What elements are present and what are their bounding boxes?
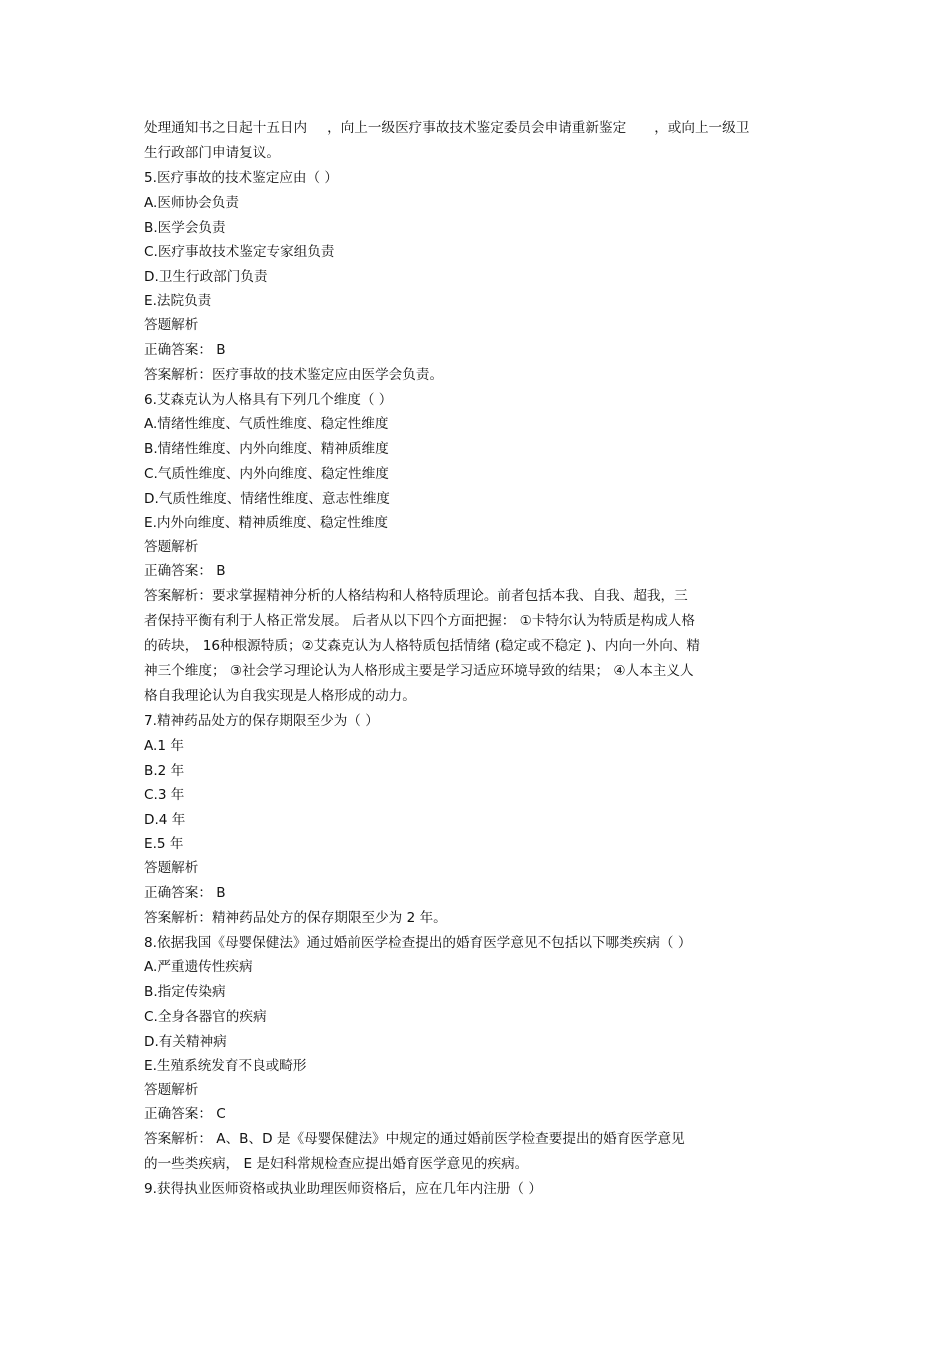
question-title: 6.艾森克认为人格具有下列几个维度（ ） — [144, 391, 393, 408]
option-item: B.医学会负责 — [144, 219, 226, 236]
answer-explanation: 格自我理论认为自我实现是人格形成的动力。 — [144, 687, 416, 704]
correct-answer: 正确答案： B — [144, 341, 226, 358]
answer-explanation: 者保持平衡有利于人格正常发展。 后者从以下四个方面把握： ①卡特尔认为特质是构成人格 — [144, 613, 695, 630]
question-title: 8.依据我国《母婴保健法》通过婚前医学检查提出的婚育医学意见不包括以下哪类疾病（ ） — [144, 934, 692, 951]
option-item: D.有关精神病 — [144, 1034, 227, 1051]
answer-explanation: 神三个维度； ③社会学习理论认为人格形成主要是学习适应环境导致的结果； ④人本主义人 — [144, 663, 694, 679]
correct-answer: 正确答案： B — [144, 563, 226, 580]
option-item: A.医师协会负责 — [144, 194, 239, 211]
option-item: A.情绪性维度、气质性维度、稳定性维度 — [144, 416, 389, 433]
option-item: D.卫生行政部门负责 — [144, 269, 268, 286]
option-item: A.1 年 — [144, 737, 184, 754]
option-item: E.内外向维度、精神质维度、稳定性维度 — [144, 514, 389, 531]
option-item: E.法院负责 — [144, 293, 212, 310]
answer-explanation: 答案解析：医疗事故的技术鉴定应由医学会负责。 — [144, 366, 444, 383]
text-fragment: ，或向上一级卫 — [654, 120, 750, 136]
question-title: 5.医疗事故的技术鉴定应由（ ） — [144, 169, 339, 186]
option-item: B.2 年 — [144, 762, 185, 779]
section-label: 答题解析 — [144, 538, 199, 555]
section-label: 答题解析 — [144, 316, 199, 333]
text-fragment: ，向上一级医疗事故技术鉴定委员会申请重新鉴定 — [327, 120, 627, 136]
option-item: D.气质性维度、情绪性维度、意志性维度 — [144, 491, 390, 508]
question-title: 7.精神药品处方的保存期限至少为（ ） — [144, 712, 379, 729]
document-page — [144, 116, 814, 1202]
correct-answer: 正确答案： B — [144, 884, 226, 901]
answer-explanation: 的一些类疾病， E 是妇科常规检查应提出婚育医学意见的疾病。 — [144, 1156, 529, 1173]
option-item: B.指定传染病 — [144, 984, 226, 1001]
option-item: D.4 年 — [144, 812, 186, 829]
text-fragment: 处理通知书之日起十五日内 — [144, 120, 308, 136]
text-line — [144, 116, 814, 141]
option-item: E.生殖系统发育不良或畸形 — [144, 1057, 307, 1074]
answer-explanation: 的砖块， 16种根源特质；②艾森克认为人格特质包括情绪 (稳定或不稳定 )、内向一外向、精 — [144, 638, 701, 655]
answer-explanation: 答案解析： A、B、D 是《母婴保健法》中规定的通过婚前医学检查要提出的婚育医学意见 — [144, 1131, 685, 1148]
answer-explanation: 答案解析：精神药品处方的保存期限至少为 2 年。 — [144, 909, 447, 926]
option-item: C.气质性维度、内外向维度、稳定性维度 — [144, 466, 389, 483]
option-item: C.全身各器官的疾病 — [144, 1009, 267, 1026]
option-item: B.情绪性维度、内外向维度、精神质维度 — [144, 441, 389, 458]
question-title: 9.获得执业医师资格或执业助理医师资格后，应在几年内注册（ ） — [144, 1181, 542, 1198]
option-item: A.严重遗传性疾病 — [144, 959, 253, 976]
option-item: E.5 年 — [144, 836, 184, 853]
option-item: C.3 年 — [144, 787, 185, 804]
option-item: C.医疗事故技术鉴定专家组负责 — [144, 244, 335, 261]
section-label: 答题解析 — [144, 859, 199, 876]
correct-answer: 正确答案： C — [144, 1106, 226, 1123]
text-line: 生行政部门申请复议。 — [144, 144, 280, 161]
answer-explanation: 答案解析：要求掌握精神分析的人格结构和人格特质理论。前者包括本我、自我、超我，三 — [144, 588, 688, 605]
section-label: 答题解析 — [144, 1081, 199, 1098]
